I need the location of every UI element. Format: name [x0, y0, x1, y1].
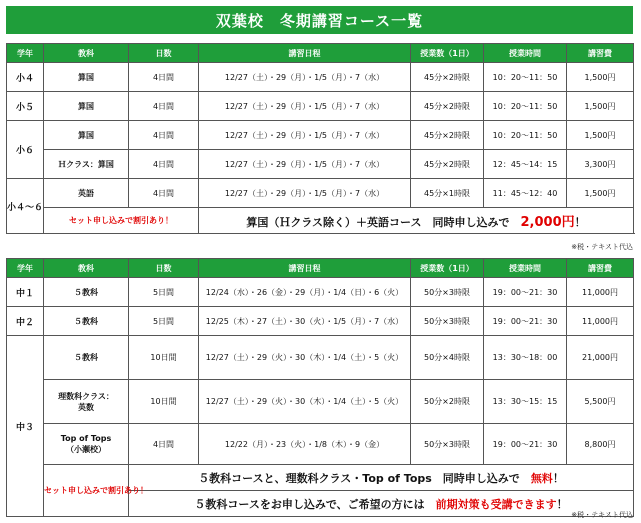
grade-cell: 中２ [7, 307, 44, 336]
grade-cell: 小６ [7, 121, 44, 179]
days-cell: 5日間 [129, 278, 199, 307]
header-grade: 学年 [7, 44, 44, 63]
days-cell: 4日間 [129, 179, 199, 208]
header-days: 日数 [129, 259, 199, 278]
tax-note: ※税・テキスト代込 [571, 511, 633, 519]
table-row [7, 380, 634, 424]
grade-cell: 小４ [7, 63, 44, 92]
promo-price: 2,000円 [520, 215, 575, 230]
header-grade: 学年 [7, 259, 44, 278]
time-cell: 11：45～12：40 [484, 179, 567, 208]
days-cell: 4日間 [129, 92, 199, 121]
header-schedule: 講習日程 [199, 44, 411, 63]
subject-cell [44, 424, 129, 465]
fee-cell: 8,800円 [567, 424, 634, 465]
lessons-cell: 50分×4時限 [411, 336, 484, 380]
lessons-cell: 45分×2時限 [411, 121, 484, 150]
promo-end: ！ [574, 216, 586, 229]
header-days: 日数 [129, 44, 199, 63]
grade-cell: 中１ [7, 278, 44, 307]
time-cell: 10：20～11：50 [484, 63, 567, 92]
lessons-cell: 45分×2時限 [411, 63, 484, 92]
subject-cell: 算国 [44, 63, 129, 92]
discount-label: セット申し込みで割引あり！ [44, 208, 199, 234]
promo-end: ！ [552, 471, 564, 485]
schedule-cell: 12/22（月）・23（火）・1/8（木）・9（金） [199, 424, 411, 465]
table-row [7, 179, 634, 208]
promo-text: ５教科コースと、理数科クラス・Top of Tops 同時申し込みで [198, 471, 531, 485]
table-row [7, 150, 634, 179]
schedule-cell: 12/27（土）・29（火）・30（木）・1/4（土）・5（火） [199, 336, 411, 380]
promo-row [7, 208, 634, 234]
days-cell: 4日間 [129, 150, 199, 179]
promo-end: ！ [556, 497, 568, 511]
header-lessons: 授業数（1日） [411, 259, 484, 278]
lessons-cell: 45分×2時限 [411, 150, 484, 179]
promo-cell [199, 208, 634, 234]
time-cell: 10：20～11：50 [484, 92, 567, 121]
schedule-cell: 12/27（土）・29（月）・1/5（月）・7（水） [199, 150, 411, 179]
fee-cell: 3,300円 [567, 150, 634, 179]
tax-note: ※税・テキスト代込 [571, 243, 633, 251]
subject-cell: Ｈクラス：算国 [44, 150, 129, 179]
table-row [7, 336, 634, 380]
fee-cell: 1,500円 [567, 92, 634, 121]
time-cell: 10：20～11：50 [484, 121, 567, 150]
subject-cell: ５教科 [44, 336, 129, 380]
days-cell: 10日間 [129, 380, 199, 424]
subject-cell: 算国 [44, 121, 129, 150]
days-cell: 4日間 [129, 63, 199, 92]
header-time: 授業時間 [484, 44, 567, 63]
schedule-cell: 12/24（水）・26（金）・29（月）・1/4（日）・6（火） [199, 278, 411, 307]
fee-cell: 11,000円 [567, 307, 634, 336]
lessons-cell: 50分×3時限 [411, 307, 484, 336]
time-cell: 13：30～18：00 [484, 336, 567, 380]
time-cell: 19：00～21：30 [484, 278, 567, 307]
subject-line: 英数 [78, 402, 94, 412]
lessons-cell: 50分×3時限 [411, 278, 484, 307]
time-cell: 12：45～14：15 [484, 150, 567, 179]
fee-cell: 11,000円 [567, 278, 634, 307]
table-row [7, 121, 634, 150]
header-schedule: 講習日程 [199, 259, 411, 278]
table-row [7, 92, 634, 121]
time-cell: 19：00～21：30 [484, 424, 567, 465]
table-row [7, 424, 634, 465]
promo-early: 前期対策も受講できます [435, 497, 557, 511]
schedule-cell: 12/27（土）・29（火）・30（木）・1/4（土）・5（火） [199, 380, 411, 424]
subject-cell [44, 380, 129, 424]
header-time: 授業時間 [484, 259, 567, 278]
fee-cell: 5,500円 [567, 380, 634, 424]
promo-row [7, 465, 634, 491]
fee-cell: 21,000円 [567, 336, 634, 380]
discount-label: セット申し込みで割引あり！ [44, 465, 129, 517]
subject-cell: 算国 [44, 92, 129, 121]
lessons-cell: 50分×3時限 [411, 424, 484, 465]
time-cell: 13：30～15：15 [484, 380, 567, 424]
table-row [7, 307, 634, 336]
elementary-course-table [6, 43, 634, 234]
subject-cell: ５教科 [44, 278, 129, 307]
lessons-cell: 45分×2時限 [411, 92, 484, 121]
table-header-row [7, 44, 634, 63]
table-header-row [7, 259, 634, 278]
promo-cell [129, 491, 634, 517]
days-cell: 4日間 [129, 121, 199, 150]
table-row [7, 278, 634, 307]
schedule-cell: 12/27（土）・29（月）・1/5（月）・7（水） [199, 121, 411, 150]
grade-cell: 中３ [7, 336, 44, 517]
subject-line: Top of Tops [60, 434, 112, 443]
time-cell: 19：00～21：30 [484, 307, 567, 336]
header-fee: 講習費 [567, 259, 634, 278]
fee-cell: 1,500円 [567, 179, 634, 208]
schedule-cell: 12/27（土）・29（月）・1/5（月）・7（水） [199, 92, 411, 121]
schedule-cell: 12/27（土）・29（月）・1/5（月）・7（水） [199, 63, 411, 92]
schedule-cell: 12/25（木）・27（土）・30（火）・1/5（月）・7（水） [199, 307, 411, 336]
days-cell: 4日間 [129, 424, 199, 465]
header-subject: 教科 [44, 44, 129, 63]
subject-cell: ５教科 [44, 307, 129, 336]
table-row [7, 63, 634, 92]
promo-free: 無料 [530, 471, 553, 485]
lessons-cell: 50分×2時限 [411, 380, 484, 424]
lessons-cell: 45分×1時限 [411, 179, 484, 208]
grade-cell: 小５ [7, 92, 44, 121]
promo-text: ５教科コースをお申し込みで、ご希望の方には [194, 497, 436, 511]
promo-text: 算国（Ｈクラス除く）＋英語コース 同時申し込みで [246, 216, 521, 229]
fee-cell: 1,500円 [567, 63, 634, 92]
promo-cell [129, 465, 634, 491]
grade-cell: 小４～６ [7, 179, 44, 234]
subject-cell: 英語 [44, 179, 129, 208]
junior-high-course-table [6, 258, 634, 517]
fee-cell: 1,500円 [567, 121, 634, 150]
schedule-cell: 12/27（土）・29（月）・1/5（月）・7（水） [199, 179, 411, 208]
days-cell: 5日間 [129, 307, 199, 336]
subject-line: （小瀬校） [66, 445, 106, 454]
page-title: 双葉校 冬期講習コース一覧 [215, 11, 424, 30]
page-title-banner [6, 6, 633, 34]
days-cell: 10日間 [129, 336, 199, 380]
header-subject: 教科 [44, 259, 129, 278]
header-fee: 講習費 [567, 44, 634, 63]
header-lessons: 授業数（1日） [411, 44, 484, 63]
subject-line: 理数科クラス： [58, 391, 114, 401]
